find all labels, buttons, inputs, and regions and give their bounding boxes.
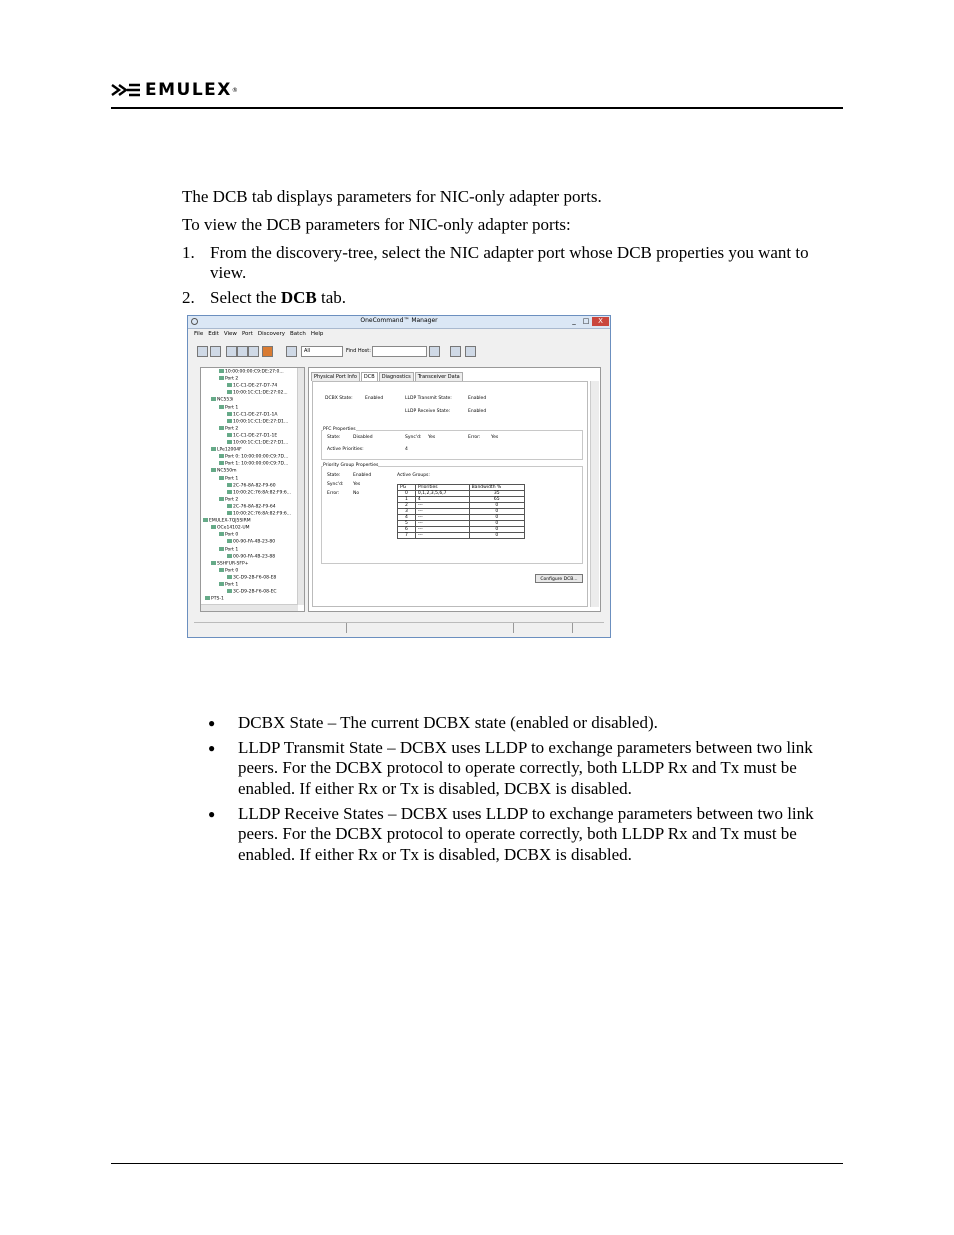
active-groups-label: Active Groups: <box>397 473 430 478</box>
tree-node-icon <box>219 497 224 501</box>
table-header-cell: Bandwidth % <box>469 485 524 491</box>
pg-state-value: Enabled <box>353 473 372 478</box>
tab-physical-port-info[interactable]: Physical Port Info <box>311 372 360 381</box>
table-cell: --- <box>415 509 469 515</box>
step-text-pre: Select the <box>210 288 281 307</box>
pfc-synced-label: Sync'd: <box>405 435 422 440</box>
batch-icon[interactable] <box>262 346 273 357</box>
tree-node-icon <box>211 561 216 565</box>
table-cell: 6 <box>398 527 416 533</box>
table-cell: 0,1,2,3,5,6,7 <box>415 491 469 497</box>
tree-node[interactable] <box>205 596 224 603</box>
toolbar <box>194 343 604 361</box>
network-icon[interactable] <box>237 346 248 357</box>
tree-node-label: 10:00:2C:76:8A:82:F9:6... <box>233 511 291 517</box>
table-cell: 0 <box>469 509 524 515</box>
menu-batch[interactable]: Batch <box>290 331 306 337</box>
table-cell: 35 <box>469 491 524 497</box>
host-view-icon[interactable] <box>197 346 208 357</box>
tree-node-label: Port 0 <box>225 532 239 538</box>
tree-node[interactable] <box>203 518 251 525</box>
pfc-error-value: Yes <box>491 435 499 440</box>
tree-node-label: 1C-C1-DE-27-D7-74 <box>233 383 278 389</box>
tree-node-label: 2C-76-8A-82-F9-64 <box>233 504 276 510</box>
bullet-dcbx-state <box>208 713 848 733</box>
tree-node[interactable] <box>227 419 288 426</box>
dcbx-state-value: Enabled <box>365 396 384 401</box>
tree-node-icon <box>211 468 216 472</box>
tree-node-label: Port 1 <box>225 582 239 588</box>
vport-view-icon[interactable] <box>226 346 237 357</box>
tree-node-label: Port 1 <box>225 476 239 481</box>
tree-node[interactable] <box>211 561 248 568</box>
lldp-receive-label: LLDP Receive State: <box>405 409 451 414</box>
tree-node-icon <box>205 596 210 600</box>
tree-node-label: 10:00:1C:C1:DE:27:D1... <box>233 440 289 446</box>
menu-edit[interactable]: Edit <box>208 331 219 337</box>
table-cell: 65 <box>469 497 524 503</box>
table-cell: --- <box>415 521 469 527</box>
tree-node-icon <box>219 376 224 380</box>
find-host-input[interactable] <box>372 346 427 357</box>
maximize-button[interactable]: □ <box>582 317 590 325</box>
pfc-state-value: Disabled <box>353 435 373 440</box>
tree-node-icon <box>211 447 216 451</box>
logo-trademark: ® <box>231 86 238 94</box>
tree-node[interactable] <box>219 426 238 433</box>
table-cell: 4 <box>398 515 416 521</box>
discovery-tree[interactable] <box>200 367 305 612</box>
bullet-text: LLDP Receive States – DCBX uses LLDP to exchange parameters between two link peers. For the DCBX protocol to operate correctly, both LLDP Rx and Tx must be enabled. If either Rx or Tx is disabled, DCBX is disabled. <box>238 804 814 864</box>
tree-node-label: Port 2 <box>225 376 239 382</box>
tree-node[interactable] <box>227 589 277 596</box>
bullet-text: DCBX State – The current DCBX state (enabled or disabled). <box>238 713 658 732</box>
status-divider <box>513 623 514 633</box>
tree-node[interactable] <box>211 447 242 454</box>
pg-properties-title: Priority Group Properties <box>323 463 379 468</box>
table-cell: --- <box>415 515 469 521</box>
table-cell: --- <box>415 533 469 539</box>
tree-node-icon <box>211 397 216 401</box>
bullet-dot: ● <box>208 716 216 730</box>
step-text: From the discovery-tree, select the NIC adapter port whose DCB properties you want to view. <box>210 243 809 282</box>
tree-node-icon <box>227 383 232 387</box>
find-button-icon[interactable] <box>429 346 440 357</box>
tree-node-icon <box>227 412 232 416</box>
menu-view[interactable]: View <box>223 331 237 337</box>
tree-node[interactable] <box>227 433 277 440</box>
tree-node-icon <box>227 511 232 515</box>
tree-node-icon <box>227 433 232 437</box>
tree-node-icon <box>219 568 224 572</box>
tree-node[interactable] <box>219 461 288 468</box>
status-divider <box>346 623 347 633</box>
tree-node-icon <box>227 490 232 494</box>
table-cell: 0 <box>469 515 524 521</box>
toolbar-icon[interactable] <box>450 346 461 357</box>
tree-node[interactable] <box>227 490 291 497</box>
tree-node[interactable] <box>219 532 238 539</box>
status-bar <box>194 622 604 633</box>
pfc-active-priorities-value: 4 <box>405 447 408 452</box>
tree-node-label: PTS-1 <box>211 596 224 602</box>
menu-discovery[interactable]: Discovery <box>257 331 286 337</box>
step-1 <box>182 243 830 283</box>
tree-node-icon <box>219 547 224 551</box>
tree-node-label: Port 0: 10:00:00:00:C9:7D... <box>225 454 289 460</box>
bullet-dot: ● <box>208 807 216 821</box>
pg-synced-value: Yes <box>353 482 361 487</box>
tree-node-label: Port 1 <box>225 547 239 552</box>
dcb-pane <box>308 367 601 612</box>
priority-group-table <box>397 484 525 539</box>
tree-node-label: 00-90-FA-4B-23-80 <box>233 539 276 545</box>
menu-help[interactable]: Help <box>310 331 324 337</box>
tree-node[interactable] <box>211 525 250 532</box>
tree-node-label: 10:00:00:00:C9:DE:27:0... <box>225 369 284 375</box>
tree-node[interactable] <box>227 511 291 518</box>
tree-node-label: NC553i <box>217 397 234 403</box>
tree-node[interactable] <box>219 454 288 461</box>
emulex-logo <box>111 80 238 100</box>
tree-node-icon <box>211 525 216 529</box>
tab-diagnostics[interactable]: Diagnostics <box>379 372 414 381</box>
tree-node[interactable] <box>211 468 236 475</box>
tree-node-label: 10:00:1C:C1:DE:27:D1... <box>233 419 289 425</box>
tree-node-label: 10:00:1C:C1:DE:27:02... <box>233 390 288 396</box>
tree-node[interactable] <box>219 405 238 412</box>
tree-node-label: Port 2 <box>225 497 239 503</box>
tree-node[interactable] <box>219 476 238 483</box>
tree-node[interactable] <box>211 397 233 404</box>
refresh-icon[interactable] <box>248 346 259 357</box>
logo-text: EMULEX <box>145 80 232 100</box>
table-cell: 0 <box>398 491 416 497</box>
window-titlebar <box>188 316 610 329</box>
lldp-transmit-value: Enabled <box>468 396 487 401</box>
onecommand-window <box>187 315 611 638</box>
tree-node[interactable] <box>227 390 288 397</box>
tree-node-label: 10:00:2C:76:8A:82:F9:6... <box>233 490 291 496</box>
filter-select[interactable]: All <box>301 346 343 357</box>
bullet-text: LLDP Transmit State – DCBX uses LLDP to exchange parameters between two link peers. For the DCBX protocol to operate correctly, both LLDP Rx and Tx must be enabled. If either Rx or Tx is disabled, DCBX is disabled. <box>238 738 813 798</box>
menu-bar <box>188 329 610 339</box>
find-host-label: Find Host: <box>346 348 371 354</box>
tree-node-label: Port 0 <box>225 568 239 574</box>
pfc-active-priorities-label: Active Priorities: <box>327 447 364 452</box>
tree-node[interactable] <box>219 369 284 376</box>
window-title: OneCommand™ Manager <box>360 317 438 324</box>
tree-node[interactable] <box>227 440 288 447</box>
tree-node-icon <box>227 483 232 487</box>
minimize-button[interactable]: _ <box>572 317 576 325</box>
tree-node-icon <box>219 454 224 458</box>
tree-node-icon <box>227 589 232 593</box>
pg-error-label: Error: <box>327 491 340 496</box>
menu-port[interactable]: Port <box>241 331 253 337</box>
tree-node[interactable] <box>219 568 238 575</box>
step-text-bold: DCB <box>280 288 317 307</box>
tree-node-label: 3C-D9-2B-F6-08-EC <box>233 589 277 595</box>
table-cell: --- <box>415 527 469 533</box>
pfc-state-label: State: <box>327 435 341 440</box>
table-cell: 0 <box>469 503 524 509</box>
tree-node-label: NC550m <box>217 468 237 474</box>
pg-synced-label: Sync'd: <box>327 482 344 487</box>
table-row <box>398 533 525 539</box>
table-header-cell: Priorities <box>415 485 469 491</box>
tree-node-icon <box>227 504 232 508</box>
table-cell: 0 <box>469 533 524 539</box>
step-number: 2. <box>182 288 195 307</box>
tree-node-icon <box>227 575 232 579</box>
table-cell: --- <box>415 503 469 509</box>
tree-horizontal-scrollbar[interactable] <box>201 604 298 611</box>
pfc-properties-title: PFC Properties <box>323 427 356 432</box>
tree-node-label: 2C-76-8A-82-F9-60 <box>233 483 276 489</box>
tree-node-label: LPe12004F <box>217 447 242 453</box>
footer-rule <box>111 1163 843 1164</box>
tree-node-label: 3C-D9-2B-F6-08-E8 <box>233 575 277 581</box>
intro-paragraph: The DCB tab displays parameters for NIC-only adapter ports. <box>182 187 602 206</box>
bullet-dot: ● <box>208 741 216 755</box>
tree-node-icon <box>203 518 208 522</box>
step-2 <box>182 288 346 308</box>
tree-node-icon <box>227 419 232 423</box>
tree-node-icon <box>219 532 224 536</box>
table-cell: 4 <box>415 497 469 503</box>
pfc-error-label: Error: <box>468 435 481 440</box>
tree-node[interactable] <box>219 582 238 589</box>
tree-node[interactable] <box>227 575 276 582</box>
tree-vertical-scrollbar[interactable] <box>297 368 304 605</box>
table-cell: 2 <box>398 503 416 509</box>
tree-node-label: EMULEX-7QJ5SIRM <box>209 518 251 524</box>
bullet-lldp-receive <box>208 804 848 865</box>
tab-dcb[interactable]: DCB <box>361 372 378 381</box>
close-button[interactable]: X <box>592 317 609 326</box>
table-cell: 0 <box>469 521 524 527</box>
dcbx-state-label: DCBX State: <box>325 396 353 401</box>
tree-node[interactable] <box>219 497 238 504</box>
pfc-synced-value: Yes <box>428 435 436 440</box>
dcb-content <box>312 381 588 607</box>
emulex-logo-icon <box>111 83 141 97</box>
tree-node-label: OCe14102-UM <box>217 525 250 531</box>
table-cell: 7 <box>398 533 416 539</box>
tree-node-label: Port 2 <box>225 426 239 432</box>
menu-file[interactable]: File <box>194 331 204 337</box>
lldp-receive-value: Enabled <box>468 409 487 414</box>
step-text <box>210 288 346 308</box>
tree-node-icon <box>227 390 232 394</box>
tree-node[interactable] <box>219 547 238 554</box>
bullet-lldp-transmit <box>208 738 848 799</box>
to-view-paragraph: To view the DCB parameters for NIC-only adapter ports: <box>182 215 571 234</box>
help-icon[interactable] <box>465 346 476 357</box>
tree-node[interactable] <box>227 483 276 490</box>
tree-node-label: SSHFUR-SFP+ <box>217 561 249 567</box>
tree-node[interactable] <box>227 412 277 419</box>
tab-strip <box>311 372 464 381</box>
dcb-vertical-scrollbar[interactable] <box>590 381 599 607</box>
status-divider <box>572 623 573 633</box>
tree-node-label: 00-90-FA-4B-23-88 <box>233 554 276 560</box>
tree-node[interactable] <box>227 554 275 561</box>
header-rule <box>111 107 843 109</box>
tree-node-icon <box>219 476 224 480</box>
tree-node-icon <box>219 405 224 409</box>
tree-node-icon <box>219 582 224 586</box>
filter-icon[interactable] <box>286 346 297 357</box>
table-header-cell: PG <box>398 485 416 491</box>
configure-dcb-button[interactable]: Configure DCB... <box>535 574 583 583</box>
tree-node[interactable] <box>219 376 238 383</box>
lldp-transmit-label: LLDP Transmit State: <box>405 396 452 401</box>
table-cell: 3 <box>398 509 416 515</box>
tree-node-icon <box>227 539 232 543</box>
table-cell: 0 <box>469 527 524 533</box>
table-cell: 5 <box>398 521 416 527</box>
tree-node[interactable] <box>227 504 276 511</box>
tab-transceiver-data[interactable]: Transceiver Data <box>415 372 463 381</box>
tree-node-icon <box>219 426 224 430</box>
step-text-post: tab. <box>316 288 346 307</box>
tree-node-icon <box>219 461 224 465</box>
table-cell: 1 <box>398 497 416 503</box>
pg-error-value: No <box>353 491 360 496</box>
tree-node-icon <box>219 369 224 373</box>
tree-node[interactable] <box>227 383 277 390</box>
tree-node-label: 1C-C1-DE-27-D1-1E <box>233 433 278 439</box>
tree-node-icon <box>227 440 232 444</box>
tree-node-label: 1C-C1-DE-27-D1-1A <box>233 412 278 418</box>
fabric-view-icon[interactable] <box>210 346 221 357</box>
tree-node-label: Port 1 <box>225 405 239 410</box>
tree-node-icon <box>227 554 232 558</box>
step-number: 1. <box>182 243 195 262</box>
tree-node-label: Port 1: 10:00:00:00:C9:7D... <box>225 461 289 467</box>
tree-node[interactable] <box>227 539 275 546</box>
pg-state-label: State: <box>327 473 341 478</box>
